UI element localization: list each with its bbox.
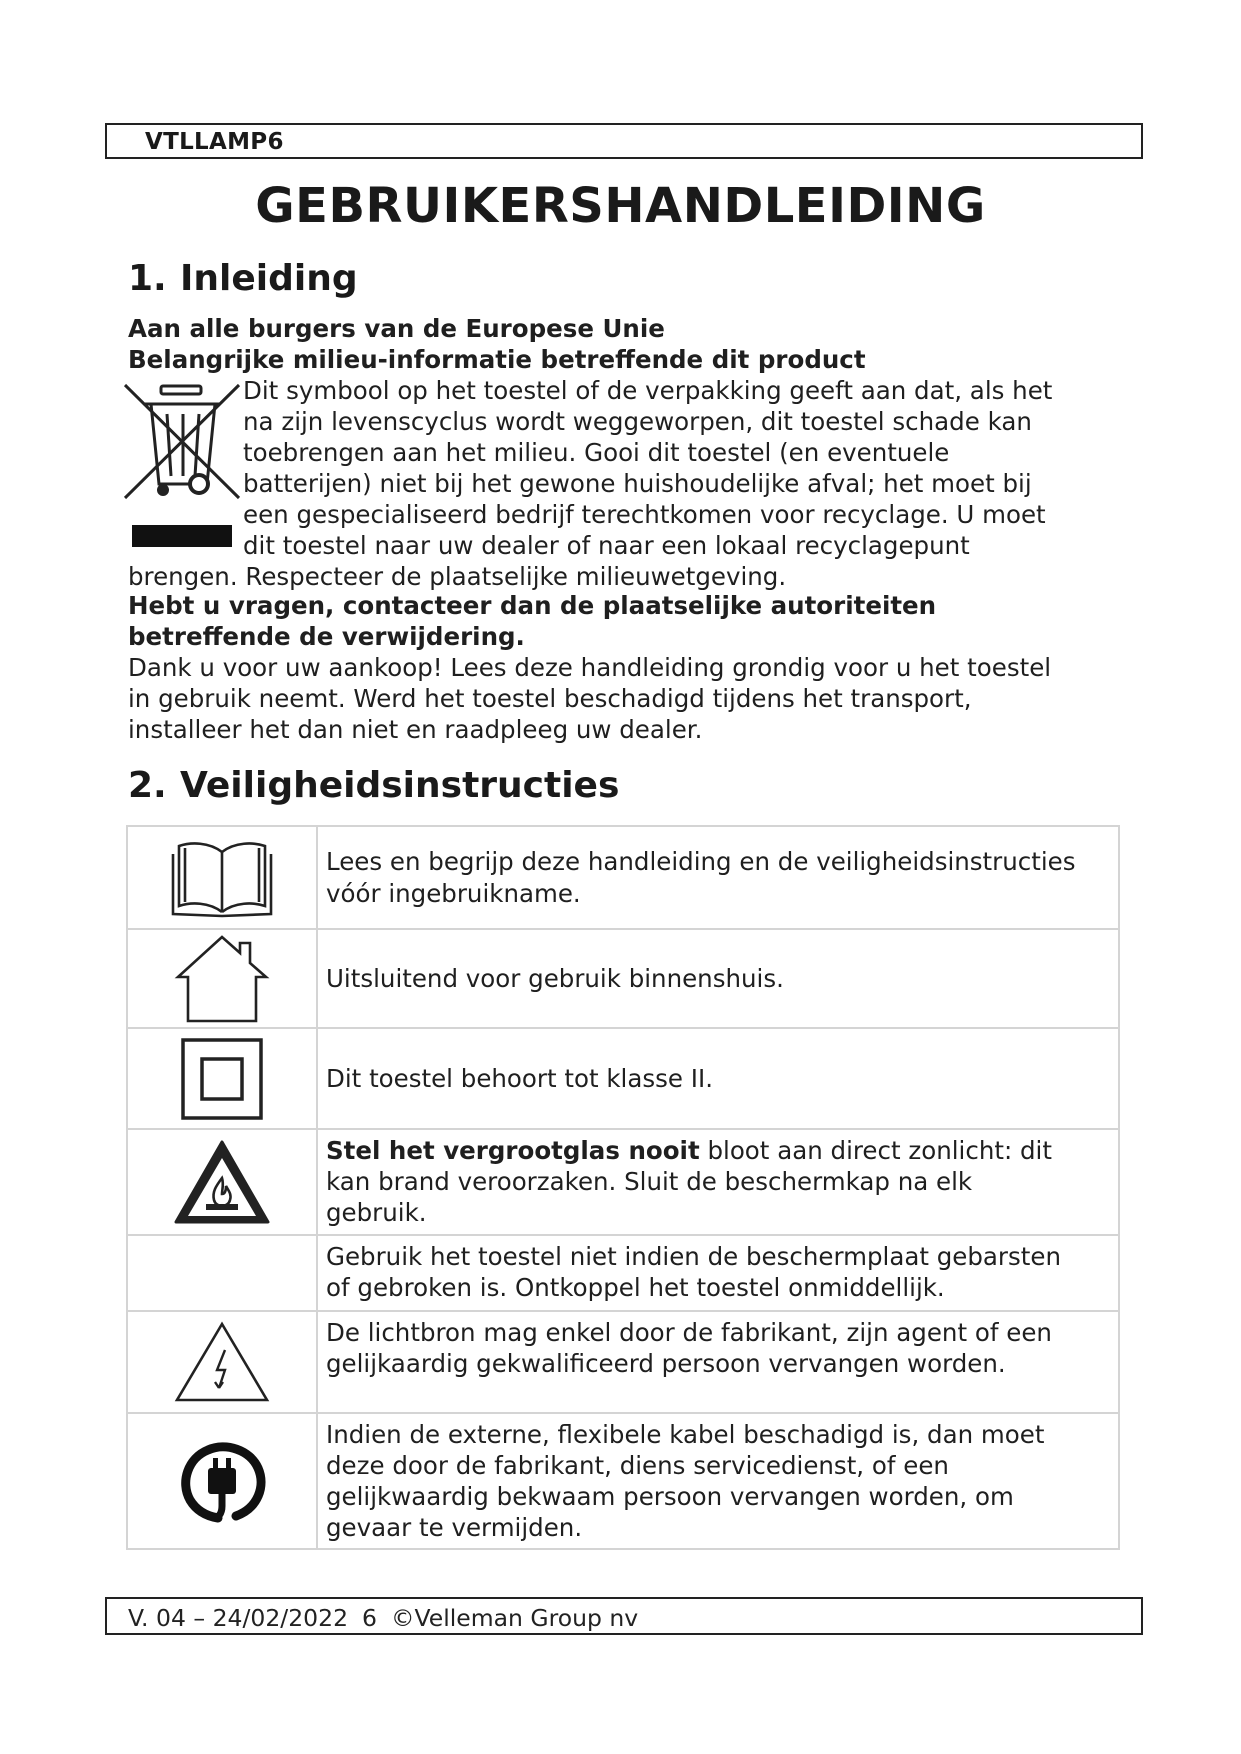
weee-line: dit toestel naar uw dealer of naar een lokaal recyclagepunt bbox=[243, 531, 970, 560]
safety-text bbox=[317, 1235, 1119, 1311]
footer-text bbox=[128, 1604, 652, 1632]
header-box bbox=[105, 123, 1143, 159]
safety-bold-prefix: Stel het vergrootglas nooit bbox=[326, 1136, 700, 1165]
safety-text-rest: bloot aan direct zonlicht: dit bbox=[699, 1136, 1052, 1165]
safety-text-line: Dit toestel behoort tot klasse II. bbox=[326, 1063, 713, 1093]
icon-cell bbox=[127, 1129, 317, 1235]
safety-text-line: gebruik. bbox=[326, 1198, 427, 1228]
safety-row bbox=[127, 929, 1119, 1028]
safety-text-line: Indien de externe, flexibele kabel beschadigd is, dan moet bbox=[326, 1419, 1045, 1449]
safety-text bbox=[317, 1311, 1119, 1413]
footer-page-number: 6 bbox=[362, 1604, 377, 1632]
class-ii-icon bbox=[180, 1037, 264, 1121]
icon-cell bbox=[127, 929, 317, 1028]
thanks-line: Dank u voor uw aankoop! Lees deze handleiding grondig voor u het toestel bbox=[128, 653, 1052, 682]
book-icon bbox=[169, 836, 275, 920]
safety-text-line: vóór ingebruikname. bbox=[326, 878, 581, 908]
icon-cell bbox=[127, 1413, 317, 1550]
safety-text-line bbox=[326, 1135, 1110, 1166]
page-title: GEBRUIKERSHANDLEIDING bbox=[255, 178, 986, 234]
footer-box bbox=[105, 1597, 1143, 1635]
thanks-line: installeer het dan niet en raadpleeg uw dealer. bbox=[128, 715, 703, 744]
icon-cell bbox=[127, 1028, 317, 1129]
section-number: 2. bbox=[128, 765, 167, 806]
safety-text-line: gelijkwaardig bekwaam persoon vervangen worden, om bbox=[326, 1482, 1014, 1512]
questions-line: Hebt u vragen, contacteer dan de plaatselijke autoriteiten bbox=[128, 591, 937, 620]
icon-cell-empty bbox=[127, 1235, 317, 1311]
section-1-heading bbox=[128, 258, 358, 299]
footer-version: V. 04 – 24/02/2022 bbox=[128, 1604, 349, 1632]
model-number: VTLLAMP6 bbox=[145, 129, 284, 155]
safety-row bbox=[127, 1129, 1119, 1235]
safety-text-line: kan brand veroorzaken. Sluit de beschermkap na elk bbox=[326, 1167, 973, 1197]
safety-text-line: De lichtbron mag enkel door de fabrikant, zijn agent of een bbox=[326, 1317, 1052, 1347]
thanks-line: in gebruik neemt. Werd het toestel beschadigd tijdens het transport, bbox=[128, 684, 972, 713]
weee-line: brengen. Respecteer de plaatselijke milieuwetgeving. bbox=[128, 562, 787, 591]
intro-heading-1: Aan alle burgers van de Europese Unie bbox=[128, 314, 665, 343]
fire-warning-icon bbox=[172, 1138, 272, 1226]
safety-text-line: gelijkaardig gekwalificeerd persoon vervangen worden. bbox=[326, 1348, 1006, 1378]
electric-warning-icon bbox=[173, 1320, 271, 1404]
safety-text-line: Uitsluitend voor gebruik binnenshuis. bbox=[326, 963, 784, 993]
weee-line: toebrengen aan het milieu. Gooi dit toestel (en eventuele bbox=[243, 438, 950, 467]
safety-text-line: Lees en begrijp deze handleiding en de veiligheidsinstructies bbox=[326, 847, 1076, 877]
safety-row bbox=[127, 1311, 1119, 1413]
safety-text-line: of gebroken is. Ontkoppel het toestel onmiddellijk. bbox=[326, 1272, 945, 1302]
safety-text bbox=[317, 929, 1119, 1028]
section-title: Inleiding bbox=[180, 258, 358, 299]
weee-crossed-bin-icon bbox=[123, 380, 243, 555]
section-title: Veiligheidsinstructies bbox=[180, 765, 620, 806]
questions-line: betreffende de verwijdering. bbox=[128, 622, 525, 651]
safety-row bbox=[127, 826, 1119, 929]
weee-line: een gespecialiseerd bedrijf terechtkomen voor recyclage. U moet bbox=[243, 500, 1046, 529]
safety-text-line: gevaar te vermijden. bbox=[326, 1513, 583, 1543]
weee-line: Dit symbool op het toestel of de verpakking geeft aan dat, als het bbox=[243, 376, 1053, 405]
safety-text bbox=[317, 1413, 1119, 1550]
power-plug-icon bbox=[174, 1436, 270, 1526]
safety-text-line: deze door de fabrikant, diens servicedienst, of een bbox=[326, 1450, 949, 1480]
safety-text bbox=[317, 826, 1119, 929]
weee-line: na zijn levenscyclus wordt weggeworpen, dit toestel schade kan bbox=[243, 407, 1032, 436]
section-number: 1. bbox=[128, 258, 167, 299]
footer-copyright: ©Velleman Group nv bbox=[390, 1604, 639, 1632]
icon-cell bbox=[127, 1311, 317, 1413]
house-icon bbox=[170, 933, 274, 1025]
weee-line: batterijen) niet bij het gewone huishoudelijke afval; het moet bij bbox=[243, 469, 1032, 498]
safety-text bbox=[317, 1129, 1119, 1235]
safety-row bbox=[127, 1235, 1119, 1311]
safety-row bbox=[127, 1028, 1119, 1129]
section-2-heading bbox=[128, 765, 619, 806]
intro-heading-2: Belangrijke milieu-informatie betreffende dit product bbox=[128, 345, 866, 374]
safety-text bbox=[317, 1028, 1119, 1129]
safety-row bbox=[127, 1413, 1119, 1550]
safety-text-line: Gebruik het toestel niet indien de beschermplaat gebarsten bbox=[326, 1241, 1061, 1271]
safety-table bbox=[126, 825, 1120, 1550]
icon-cell bbox=[127, 826, 317, 929]
